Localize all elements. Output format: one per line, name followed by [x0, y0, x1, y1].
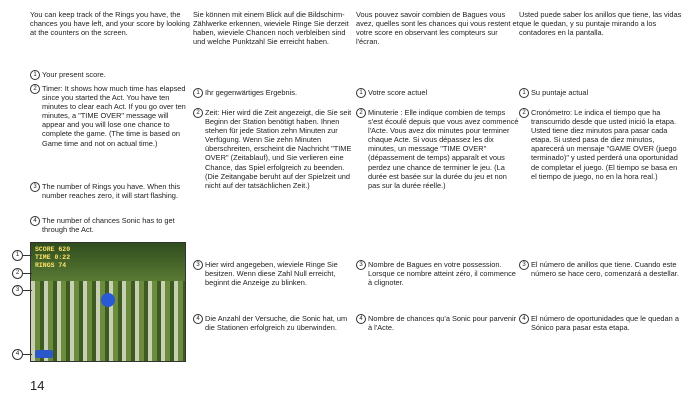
item-4	[356, 314, 519, 332]
item-1	[356, 88, 519, 97]
column-german	[193, 10, 356, 333]
item-text: Hier wird angegeben, wieviele Ringe Sie besitzen. Wenn diese Zahl Null erreicht, beginnt die Anzeige zu blinken.	[205, 260, 338, 288]
item-text: El número de oportunidades que le quedan a Sónico para pasar esta etapa.	[531, 314, 679, 333]
item-text: Nombre de Bagues en votre possession. Lorsque ce nombre atteint zéro, il commence à clignoter.	[368, 260, 516, 288]
intro-text: You can keep track of the Rings you have, the chances you have left, and your score by looking at the counters on the screen.	[30, 10, 190, 38]
item-text: Nombre de chances qu'a Sonic pour parvenir à l'Acte.	[368, 314, 517, 333]
intro-text: Usted puede saber los anillos que tiene, las vidas que le quedan, y su puntaje mirando a los contadores en la pantalla.	[519, 10, 682, 38]
item-3	[356, 260, 519, 287]
item-text: The number of Rings you have. When this number reaches zero, it will start flashing.	[42, 182, 181, 201]
item-3	[519, 260, 682, 278]
hud-time: TIME 0:22	[35, 254, 71, 261]
item-text: Votre score actuel	[368, 88, 428, 97]
column-spanish	[519, 10, 684, 333]
intro-text: Sie können mit einem Blick auf die Bildschirm-Zählwerke erkennen, wieviele Ringe Sie derzeit haben, wieviele Chancen noch verbleiben sind und welche Punktzahl Sie erreicht haben.	[193, 10, 349, 47]
callout-1: 1	[12, 250, 23, 261]
callout-leader	[22, 290, 32, 291]
item-text: Su puntaje actual	[531, 88, 589, 97]
hud-counters	[35, 246, 70, 270]
item-text: El número de anillos que tiene. Cuando este número se hace cero, comenzará a destellar.	[531, 260, 679, 279]
item-number: 3	[519, 260, 529, 270]
item-number: 3	[193, 260, 203, 270]
item-number: 1	[30, 70, 40, 80]
item-2	[356, 108, 519, 190]
item-text: Minuterie : Elle indique combien de temps s'est écoulé depuis que vous avez commencé l'Acte. Vous avez dix minutes pour terminer chaque Acte. Si vous dépassez les dix minutes, un message "TIME OVER" (dépassement de temps) apparaît et vous perdez une chance de terminer le jeu. (La durée est basée sur la durée du jeu et non pas sur la durée réelle.)	[368, 108, 519, 190]
item-1	[30, 70, 193, 79]
item-number: 4	[193, 314, 203, 324]
item-1	[193, 88, 356, 97]
item-number: 2	[193, 108, 203, 118]
item-3	[193, 260, 356, 287]
item-number: 4	[519, 314, 529, 324]
item-3	[30, 182, 193, 200]
item-4	[519, 314, 682, 332]
item-number: 2	[30, 84, 40, 94]
callout-leader	[22, 354, 32, 355]
item-number: 3	[30, 182, 40, 192]
item-text: Die Anzahl der Versuche, die Sonic hat, um die Stationen erfolgreich zu überwinden.	[205, 314, 348, 333]
lives-counter-icon	[35, 350, 53, 358]
item-4	[193, 314, 356, 332]
item-number: 1	[356, 88, 366, 98]
item-text: Ihr gegenwärtiges Ergebnis.	[205, 88, 298, 97]
item-2	[30, 84, 193, 148]
item-number: 2	[356, 108, 366, 118]
column-french	[356, 10, 519, 333]
callout-leader	[22, 273, 32, 274]
item-number: 4	[30, 216, 40, 226]
hud-rings: RINGS 74	[35, 262, 67, 269]
callout-2: 2	[12, 268, 23, 279]
column-english	[30, 10, 193, 235]
intro-text: Vous pouvez savoir combien de Bagues vous avez, quelles sont les chances qui vous restent et votre score en observant les compteurs sur l'écran.	[356, 10, 519, 47]
item-4	[30, 216, 193, 234]
callout-4: 4	[12, 349, 23, 360]
item-text: Cronómetro: Le indica el tiempo que ha transcurrido desde que usted inició la etapa. Usted tiene diez minutos para pasar cada etapa. Si usted pasa de diez minutos, aparecerá un mensaje "GAME OVER (juego terminado)" y usted perderá una oportunidad de completar el juego. (El tiempo se basa en el tiempo de juego, no en la hora real.)	[531, 108, 678, 181]
sonic-sprite	[101, 293, 115, 307]
item-2	[519, 108, 682, 181]
game-screenshot	[30, 242, 186, 362]
callout-3: 3	[12, 285, 23, 296]
item-number: 4	[356, 314, 366, 324]
item-text: The number of chances Sonic has to get through the Act.	[42, 216, 175, 235]
item-text: Timer: It shows how much time has elapsed since you started the Act. You have ten minutes to clear each Act. If you go over ten minutes, a "TIME OVER" message will appear and you will lose one chance to complete the game. (The time is based on Game time and not on actual time.)	[42, 84, 186, 148]
item-text: Zeit: Hier wird die Zeit angezeigt, die Sie seit Beginn der Station benötigt haben. Ihnen stehen für jede Station zehn Minuten zur Verfügung. Wenn Sie zehn Minuten überschreiten, erscheint die Nachricht "TIME OVER" (Zeitablauf), und Sie verlieren eine Chance, das Spiel erfolgreich zu beenden. (Die Zeitangabe beruht auf der Spielzeit und nicht auf der tatsächlichen Zeit.)	[205, 108, 352, 190]
item-number: 1	[193, 88, 203, 98]
item-number: 1	[519, 88, 529, 98]
item-2	[193, 108, 356, 190]
callout-leader	[22, 255, 32, 256]
page-number: 14	[30, 378, 45, 393]
item-text: Your present score.	[42, 70, 106, 79]
hud-score: SCORE 620	[35, 246, 71, 253]
item-number: 2	[519, 108, 529, 118]
item-number: 3	[356, 260, 366, 270]
item-1	[519, 88, 682, 97]
